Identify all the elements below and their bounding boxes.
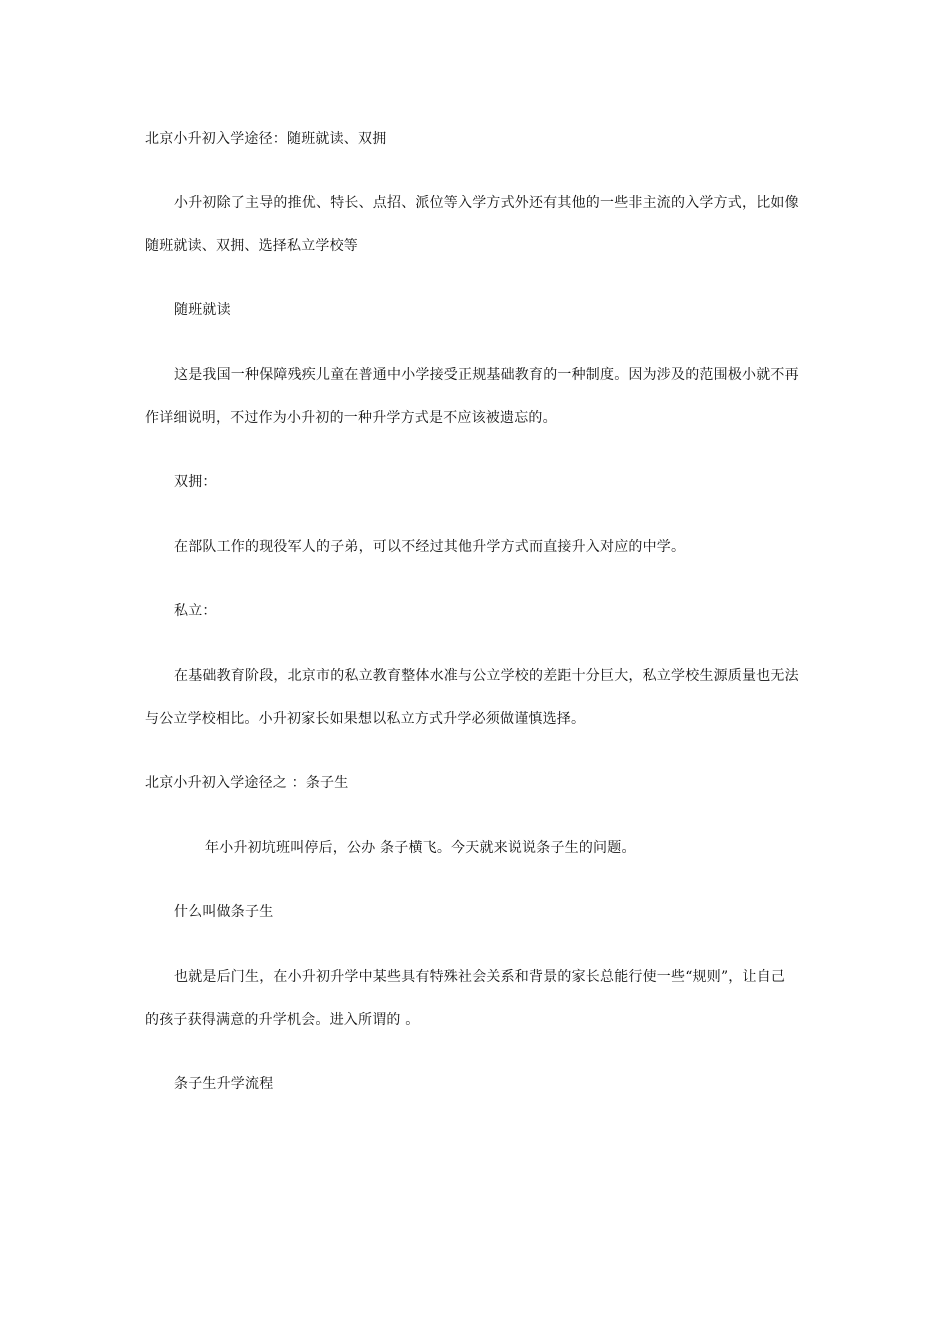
paragraph-suiban-line-2: 作详细说明，不过作为小升初的一种升学方式是不应该被遗忘的。	[145, 410, 557, 426]
paragraph-tiaozi-line-2: 的孩子获得满意的升学机会。进入所谓的 。	[145, 1012, 420, 1028]
paragraph-sili-line-1: 在基础教育阶段，北京市的私立教育整体水准与公立学校的差距十分巨大，私立学校生源质量也无法	[174, 668, 799, 684]
paragraph-suiban-line-1: 这是我国一种保障残疾儿童在普通中小学接受正规基础教育的一种制度。因为涉及的范围极小就不再	[174, 367, 799, 383]
section-title-2: 北京小升初入学途径之 ：条子生	[145, 775, 349, 791]
subheading-suiban: 随班就读	[174, 302, 231, 318]
section-title-1: 北京小升初入学途径：随班就读、双拥	[145, 131, 387, 147]
subheading-sili: 私立：	[174, 603, 217, 619]
paragraph-tiaozi-intro: 年小升初坑班叫停后，公办 条子横飞。今天就来说说条子生的问题。	[205, 840, 636, 856]
paragraph-intro-line-1: 小升初除了主导的推优、特长、点招、派位等入学方式外还有其他的一些非主流的入学方式，比如像	[174, 195, 799, 211]
paragraph-shuangyong: 在部队工作的现役军人的子弟，可以不经过其他升学方式而直接升入对应的中学。	[174, 539, 686, 555]
subheading-what-is-tiaozi: 什么叫做条子生	[174, 904, 274, 920]
subheading-shuangyong: 双拥：	[174, 474, 217, 490]
paragraph-intro-line-2: 随班就读、双拥、选择私立学校等	[145, 238, 358, 254]
paragraph-tiaozi-line-1: 也就是后门生，在小升初升学中某些具有特殊社会关系和背景的家长总能行使一些“规则”，让自己	[174, 969, 786, 985]
subheading-tiaozi-process: 条子生升学流程	[174, 1076, 274, 1092]
paragraph-sili-line-2: 与公立学校相比。小升初家长如果想以私立方式升学必须做谨慎选择。	[145, 711, 586, 727]
